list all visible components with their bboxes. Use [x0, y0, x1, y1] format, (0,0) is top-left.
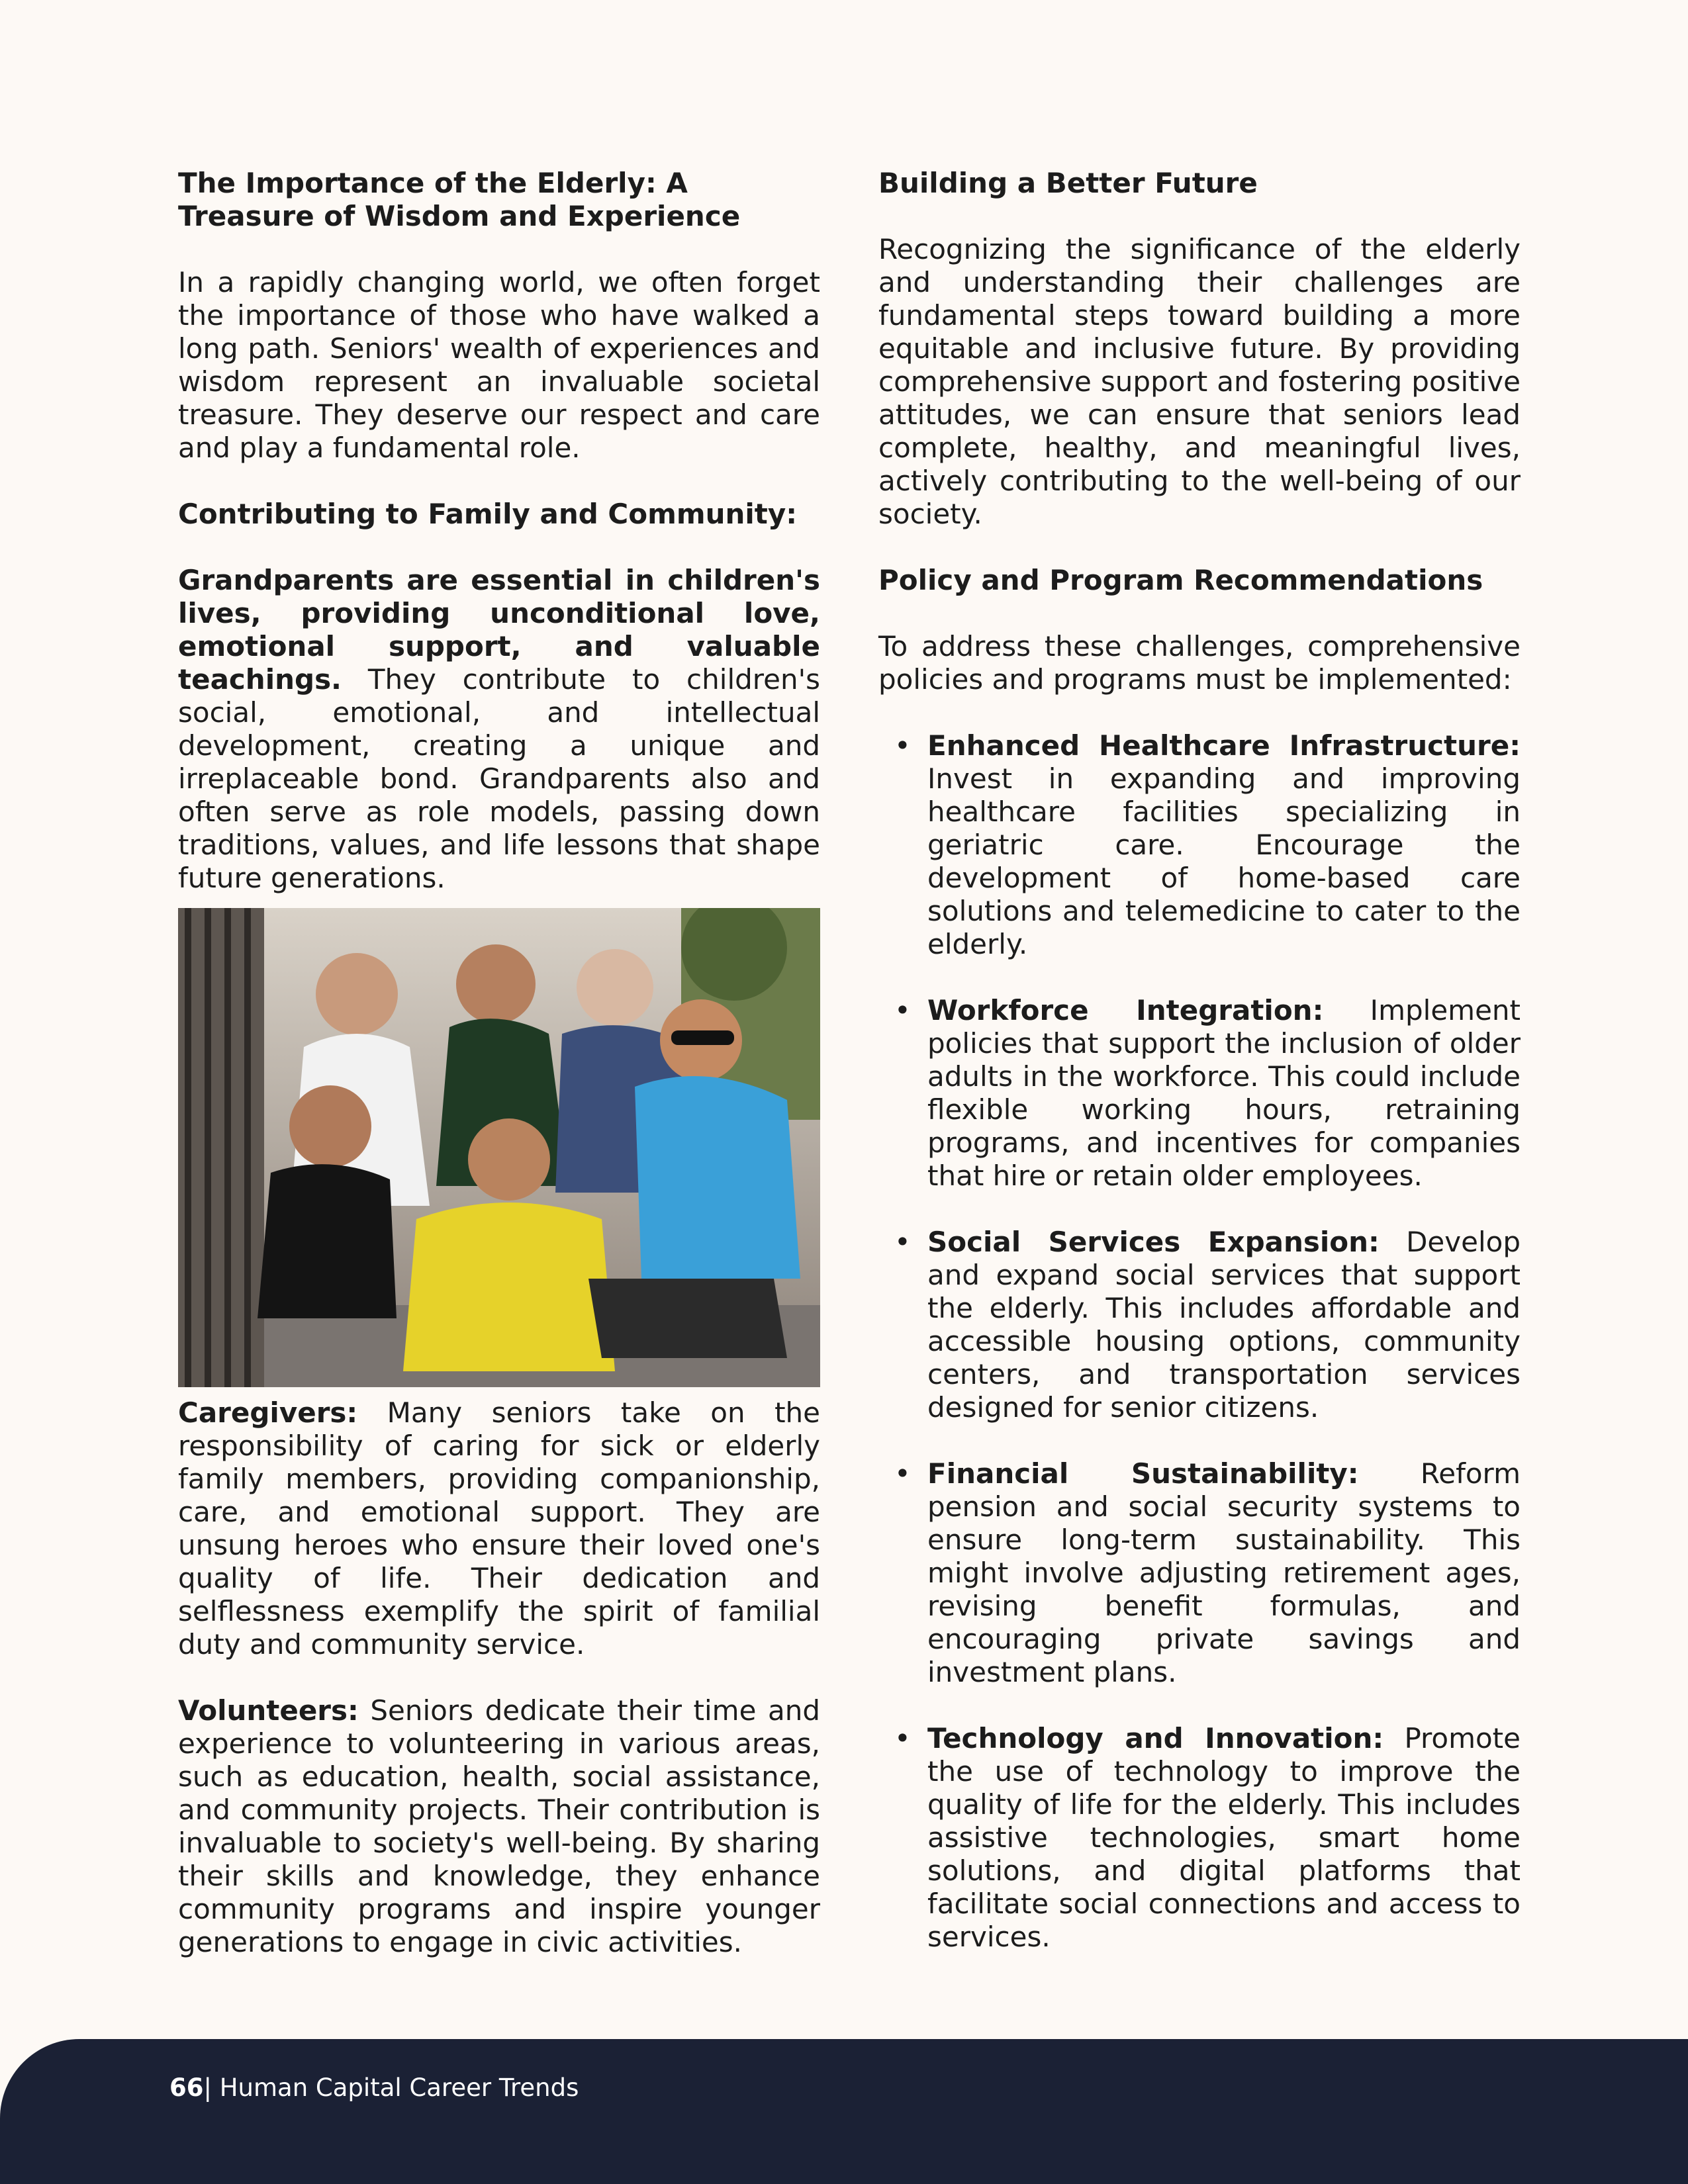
- grandparents-paragraph: [178, 564, 820, 895]
- bullet-icon: •: [894, 1722, 911, 1754]
- family-photo: [178, 908, 820, 1387]
- footer-text: [169, 2073, 579, 2102]
- policy-heading: Policy and Program Recommendations: [878, 564, 1483, 596]
- list-item: [878, 994, 1521, 1193]
- bullet-icon: •: [894, 1226, 911, 1258]
- recommendation-label: Financial Sustainability:: [927, 1457, 1359, 1490]
- list-item: [878, 1457, 1521, 1689]
- volunteers-label: Volunteers:: [178, 1694, 359, 1727]
- volunteers-paragraph: [178, 1694, 820, 1959]
- recommendation-label: Technology and Innovation:: [927, 1722, 1384, 1754]
- recommendation-text: Implement policies that support the inclusion of older adults in the workforce. This could include flexible working hours, retraining programs, and incentives for companies that hire or retain older employees.: [927, 994, 1521, 1192]
- left-column: [178, 167, 820, 1992]
- recommendation-text: Invest in expanding and improving healthcare facilities specializing in geriatric care. Encourage the development of home-based care solutions and telemedicine to cater to the elderly.: [927, 762, 1521, 960]
- grandparents-lead: Grandparents are essential in children's lives, providing unconditional love, emotional support, and valuable teachings.: [178, 564, 820, 696]
- list-item: [878, 1226, 1521, 1424]
- contributing-heading: Contributing to Family and Community:: [178, 498, 798, 530]
- bullet-icon: •: [894, 994, 911, 1026]
- volunteers-body: Seniors dedicate their time and experience to volunteering in various areas, such as education, health, social assistance, and community projects. Their contribution is invaluable to society's well-being. By sharing their skills and knowledge, they enhance community programs and inspire younger generations to engage in civic activities.: [178, 1694, 820, 1958]
- recommendation-label: Social Services Expansion:: [927, 1226, 1380, 1258]
- recommendation-label: Enhanced Healthcare Infrastructure:: [927, 729, 1521, 762]
- recommendation-text: Promote the use of technology to improve the quality of life for the elderly. This includes assistive technologies, smart home solutions, and digital platforms that facilitate social connections and access to services.: [927, 1722, 1521, 1953]
- family-photo-illustration: [178, 908, 820, 1387]
- caregivers-label: Caregivers:: [178, 1396, 358, 1429]
- caregivers-body: Many seniors take on the responsibility of caring for sick or elderly family members, providing companionship, care, and emotional support. They are unsung heroes who ensure their loved one's quality of life. Their dedication and selflessness exemplify the spirit of familial duty and community service.: [178, 1396, 820, 1661]
- right-column: [878, 167, 1521, 1987]
- publication-name: | Human Capital Career Trends: [203, 2073, 579, 2102]
- caregivers-paragraph: [178, 1396, 820, 1661]
- list-item: [878, 729, 1521, 961]
- policy-intro: To address these challenges, comprehensive policies and programs must be implemented:: [878, 630, 1521, 696]
- page-footer: [0, 2039, 1688, 2184]
- recommendation-text: Develop and expand social services that support the elderly. This includes affordable and accessible housing options, community centers, and transportation services designed for senior citizens.: [927, 1226, 1521, 1424]
- recommendation-label: Workforce Integration:: [927, 994, 1324, 1026]
- grandparents-body: They contribute to children's social, emotional, and intellectual development, creating a unique and irreplaceable bond. Grandparents also and often serve as role models, passing down traditions, values, and life lessons that shape future generations.: [178, 663, 820, 894]
- page-number: 66: [169, 2073, 204, 2102]
- intro-paragraph: In a rapidly changing world, we often forget the importance of those who have walked a long path. Seniors' wealth of experiences and wisdom represent an invaluable societal treasure. They deserve our respect and care and play a fundamental role.: [178, 266, 820, 464]
- recommendations-list: [878, 729, 1521, 1954]
- future-heading: Building a Better Future: [878, 167, 1258, 199]
- future-paragraph: Recognizing the significance of the elderly and understanding their challenges are fundamental steps toward building a more equitable and inclusive future. By providing comprehensive support and fostering positive attitudes, we can ensure that seniors lead complete, healthy, and meaningful lives, actively contributing to the well-being of our society.: [878, 233, 1521, 530]
- list-item: [878, 1722, 1521, 1954]
- article-title: The Importance of the Elderly: A Treasure of Wisdom and Experience: [178, 167, 741, 232]
- recommendation-text: Reform pension and social security systems to ensure long-term sustainability. This might involve adjusting retirement ages, revising benefit formulas, and encouraging private savings and investment plans.: [927, 1457, 1521, 1688]
- bullet-icon: •: [894, 1457, 911, 1490]
- bullet-icon: •: [894, 729, 911, 762]
